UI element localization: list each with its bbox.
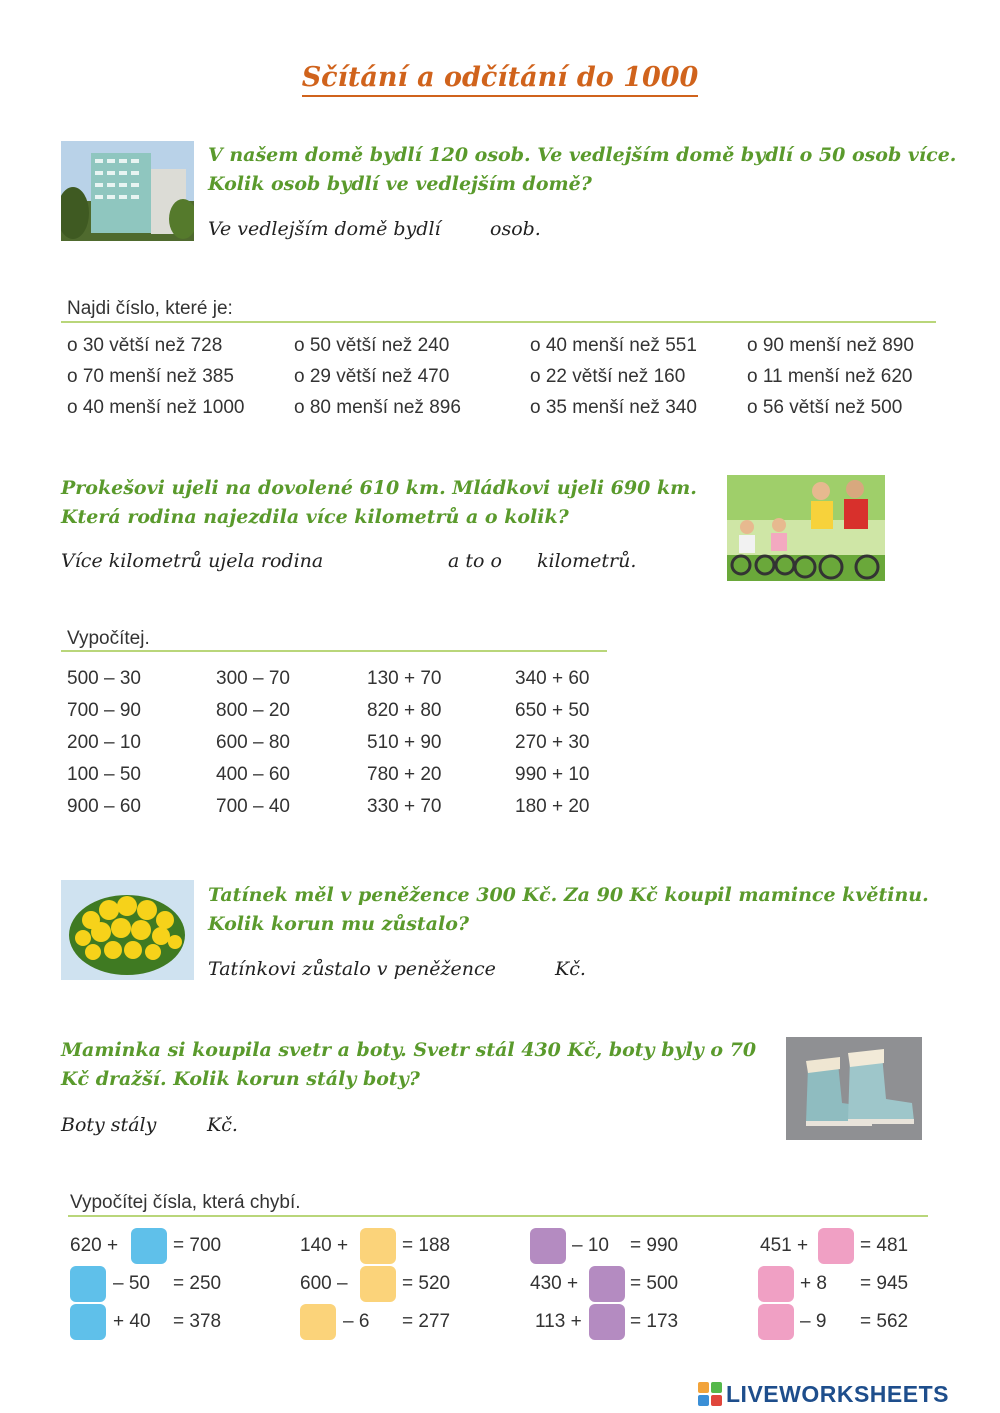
task3-line1: Prokešovi ujeli na dovolené 610 km. Mládkovi ujeli 690 km. [61,477,697,499]
task2-r2c2: o 29 větší než 470 [294,366,450,387]
task7-c4r1-right: = 481 [860,1235,909,1256]
task5-line1: Tatínek měl v peněžence 300 Kč. Za 90 Kč koupil mamince květinu. [208,884,929,906]
task7-c3r2-right: = 500 [630,1273,679,1294]
task2-r1c4: o 90 menší než 890 [747,335,914,356]
task7-c3r1-right: = 990 [630,1235,679,1256]
task7-c3r3-left: 113 + [535,1311,582,1332]
task5-line2: Kolik korun mu zůstalo? [208,913,470,935]
task4-expression: 300 – 70 [216,668,290,689]
task1-line1: V našem domě bydlí 120 osob. Ve vedlejším domě bydlí o 50 osob více. [208,144,957,166]
task7-c2r2-right: = 520 [402,1273,451,1294]
task4-expression: 130 + 70 [367,668,442,689]
task4-expression: 600 – 80 [216,732,290,753]
task2-r3c3: o 35 menší než 340 [530,397,697,418]
task7-c3r1-mid: – 10 [572,1235,609,1256]
task4-expression: 510 + 90 [367,732,442,753]
liveworksheets-logo-icon [698,1382,722,1406]
task2-r1c2: o 50 větší než 240 [294,335,450,356]
task7-c4r3-mid: – 9 [800,1311,827,1332]
task4-expression: 780 + 20 [367,764,442,785]
missing-number-box[interactable] [360,1228,396,1264]
task4-expression: 180 + 20 [515,796,590,817]
task4-expression: 990 + 10 [515,764,590,785]
task7-c2r1-right: = 188 [402,1235,451,1256]
task7-c4r3-right: = 562 [860,1311,909,1332]
task3-question [61,474,721,532]
liveworksheets-logo [698,1382,994,1406]
task4-expression: 820 + 80 [367,700,442,721]
task7-c2r2-left: 600 – [300,1273,348,1294]
task2-heading: Najdi číslo, které je: [67,298,233,319]
task4-expression: 200 – 10 [67,732,141,753]
missing-number-box[interactable] [530,1228,566,1264]
task7-c1r3-right: = 378 [173,1311,222,1332]
task2-r2c4: o 11 menší než 620 [747,366,913,387]
missing-number-box[interactable] [131,1228,167,1264]
liveworksheets-logo-text: LIVEWORKSHEETS [726,1381,949,1407]
task3-answer-a: Více kilometrů ujela rodina [61,550,324,572]
task2-r2c3: o 22 větší než 160 [530,366,686,387]
task3-answer-b: a to o [448,550,502,572]
task7-heading: Vypočítej čísla, která chybí. [70,1192,301,1213]
task7-c1r2-mid: – 50 [113,1273,150,1294]
task4-column-3 [367,663,442,823]
task4-expression: 100 – 50 [67,764,141,785]
missing-number-box[interactable] [300,1304,336,1340]
task2-r3c4: o 56 větší než 500 [747,397,903,418]
task2-r3c2: o 80 menší než 896 [294,397,461,418]
task1-answer-a: Ve vedlejším domě bydlí [208,218,441,240]
task6-line2: Kč dražší. Kolik korun stály boty? [61,1068,420,1090]
task4-column-2 [216,663,290,823]
task4-column-1 [67,663,141,823]
task2-divider [61,321,936,323]
task4-expression: 650 + 50 [515,700,590,721]
missing-number-box[interactable] [360,1266,396,1302]
page-title: Sčítání a odčítání do 1000 [0,62,1000,93]
task4-expression: 900 – 60 [67,796,141,817]
missing-number-box[interactable] [758,1266,794,1302]
task6-answer-a: Boty stály [61,1114,157,1136]
task4-column-4 [515,663,590,823]
task3-line2: Která rodina najezdila více kilometrů a o kolik? [61,506,569,528]
task5-answer-a: Tatínkovi zůstalo v peněžence [208,958,496,980]
task7-c4r2-right: = 945 [860,1273,909,1294]
task2-r3c1: o 40 menší než 1000 [67,397,245,418]
task7-c3r2-left: 430 + [530,1273,579,1294]
task2-r1c1: o 30 větší než 728 [67,335,223,356]
yellow-roses-photo [61,880,194,980]
task7-c1r1-right: = 700 [173,1235,222,1256]
missing-number-box[interactable] [758,1304,794,1340]
task7-c4r1-left: 451 + [760,1235,809,1256]
task4-expression: 700 – 90 [67,700,141,721]
task7-c1r2-right: = 250 [173,1273,222,1294]
task2-r1c3: o 40 menší než 551 [530,335,697,356]
task5-answer-b: Kč. [555,958,586,980]
task4-expression: 800 – 20 [216,700,290,721]
missing-number-box[interactable] [70,1304,106,1340]
task7-c1r3-mid: + 40 [113,1311,151,1332]
missing-number-box[interactable] [818,1228,854,1264]
boots-photo [786,1037,922,1140]
task7-c1r1-left: 620 + [70,1235,119,1256]
task6-line1: Maminka si koupila svetr a boty. Svetr stál 430 Kč, boty byly o 70 [61,1039,757,1061]
task1-question [208,141,988,199]
task5-question [208,881,988,939]
task7-divider [68,1215,928,1217]
task6-question [61,1036,776,1094]
task4-expression: 400 – 60 [216,764,290,785]
task7-c3r3-right: = 173 [630,1311,679,1332]
apartment-building-photo [61,141,194,241]
task3-answer-c: kilometrů. [537,550,637,572]
missing-number-box[interactable] [589,1304,625,1340]
task4-expression: 340 + 60 [515,668,590,689]
task4-expression: 330 + 70 [367,796,442,817]
missing-number-box[interactable] [589,1266,625,1302]
task4-expression: 700 – 40 [216,796,290,817]
task4-expression: 500 – 30 [67,668,141,689]
missing-number-box[interactable] [70,1266,106,1302]
task7-c2r3-right: = 277 [402,1311,451,1332]
task7-c2r3-mid: – 6 [343,1311,370,1332]
family-cycling-photo [727,475,885,581]
task4-heading: Vypočítej. [67,628,150,649]
task1-answer-b: osob. [490,218,541,240]
task4-expression: 270 + 30 [515,732,590,753]
task1-line2: Kolik osob bydlí ve vedlejším domě? [208,173,592,195]
task4-divider [61,650,607,652]
task2-r2c1: o 70 menší než 385 [67,366,234,387]
task6-answer-b: Kč. [207,1114,238,1136]
task7-c2r1-left: 140 + [300,1235,349,1256]
task7-c4r2-mid: + 8 [800,1273,827,1294]
